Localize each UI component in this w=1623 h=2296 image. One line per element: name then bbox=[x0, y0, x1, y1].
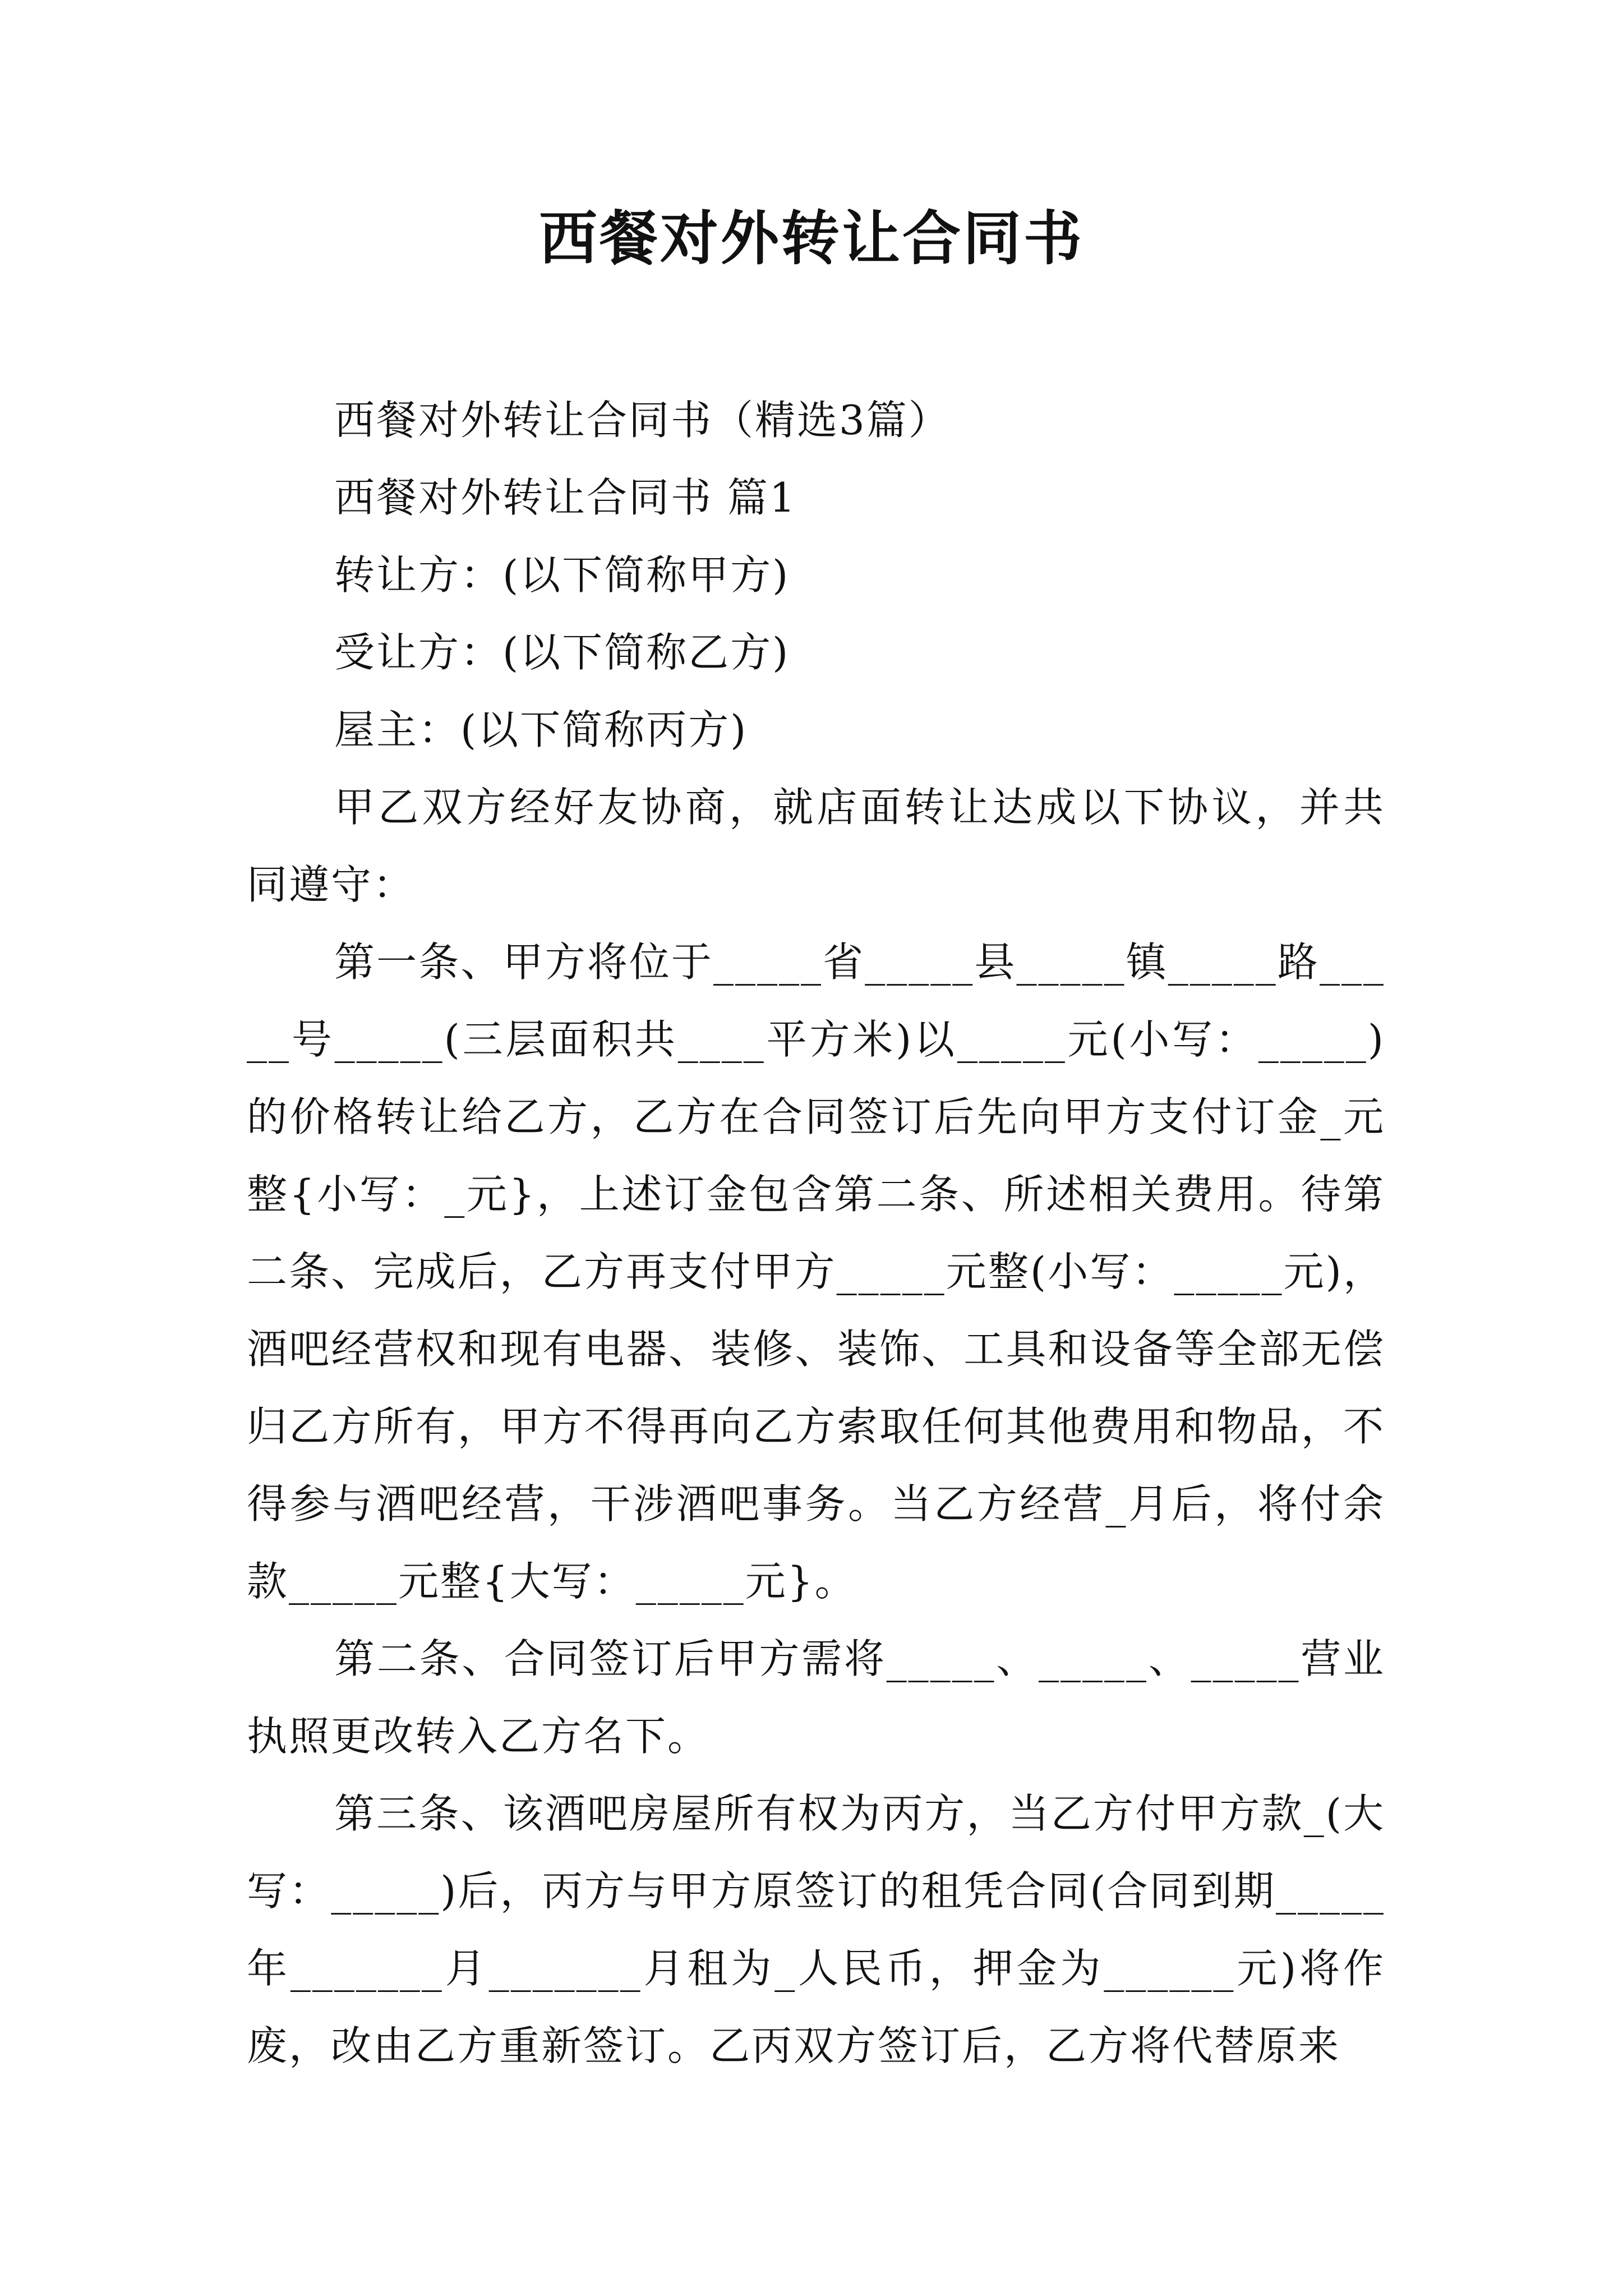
clause-1: 第一条、甲方将位于_____省_____县_____镇_____路_____号_____(三层面积共____平方米)以_____元(小写：_____)的价格转让给乙方，乙方在合同签订后先向甲方支付订金_元整{小写：_元}，上述订金包含第二条、所述相关费用。待第二条、完成后，乙方再支付甲方_____元整(小写：_____元)，酒吧经营权和现有电器、装修、装饰、工具和设备等全部无偿归乙方所有，甲方不得再向乙方索取任何其他费用和物品，不得参与酒吧经营，干涉酒吧事务。当乙方经营_月后，将付余款_____元整{大写：_____元}。 bbox=[247, 938, 1385, 1605]
agreement-intro: 甲乙双方经好友协商，就店面转让达成以下协议，并共同遵守： bbox=[247, 784, 1385, 908]
subtitle-line: 西餐对外转让合同书（精选3篇） bbox=[334, 397, 951, 444]
document-title: 西餐对外转让合同书 bbox=[538, 204, 1084, 273]
document-body bbox=[247, 381, 1385, 2085]
section-heading: 西餐对外转让合同书 篇1 bbox=[334, 474, 797, 521]
party-landlord: 屋主：(以下简称丙方) bbox=[334, 706, 748, 753]
clause-3: 第三条、该酒吧房屋所有权为丙方，当乙方付甲方款_(大写：_____)后，丙方与甲方原签订的租凭合同(合同到期_____年_______月_______月租为_人民币，押金为______元)将作废，改由乙方重新签订。乙丙双方签订后，乙方将代替原来 bbox=[247, 1790, 1385, 2069]
party-transferor: 转让方：(以下简称甲方) bbox=[334, 551, 790, 599]
party-transferee: 受让方：(以下简称乙方) bbox=[334, 629, 790, 676]
clause-2: 第二条、合同签订后甲方需将_____、_____、_____营业执照更改转入乙方名下。 bbox=[247, 1635, 1385, 1760]
